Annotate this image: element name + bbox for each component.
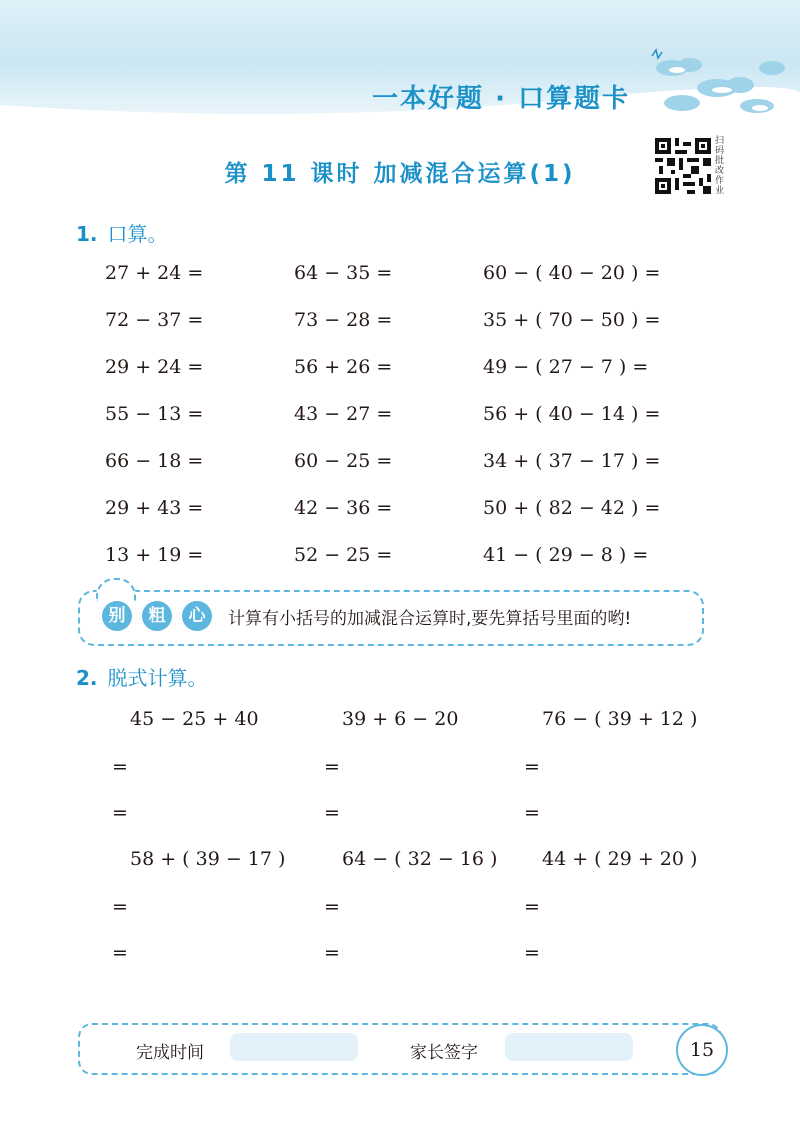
mental-math-item: 13 + 19 = [105,544,204,566]
problem-1-1: 45 − 25 + 40 [130,708,259,730]
tip-badge-3: 心 [182,601,212,631]
book-title: 一本好题 · 口算题卡 [372,84,630,114]
step-eq: = [524,802,540,824]
section1-heading [76,218,168,247]
mental-math-item: 56 + ( 40 − 14 ) = [483,403,661,425]
mental-math-item: 50 + ( 82 − 42 ) = [483,497,661,519]
step-eq: = [112,756,128,778]
lesson-title: 第 11 课时 加减混合运算(1) [224,161,576,187]
mental-math-item: 49 − ( 27 − 7 ) = [483,356,649,378]
page-number: 15 [676,1024,728,1076]
parent-signature-label: 家长签字 [410,1043,478,1063]
completion-time-field[interactable] [230,1033,358,1061]
problem-1-2: 39 + 6 − 20 [342,708,459,730]
tip-text: 计算有小括号的加减混合运算时,要先算括号里面的哟! [228,609,632,629]
section2-title: 脱式计算。 [107,666,208,690]
problem-2-2: 64 − ( 32 − 16 ) [342,848,498,870]
problem-1-3: 76 − ( 39 + 12 ) [542,708,698,730]
mental-math-item: 55 − 13 = [105,403,204,425]
step-eq: = [324,756,340,778]
mental-math-item: 73 − 28 = [294,309,393,331]
step-eq: = [324,896,340,918]
mental-math-item: 72 − 37 = [105,309,204,331]
step-eq: = [324,942,340,964]
mental-math-item: 66 − 18 = [105,450,204,472]
tip-badge-1: 别 [102,601,132,631]
mental-math-item: 27 + 24 = [105,262,204,284]
tip-box-tab [96,578,136,602]
mental-math-item: 52 − 25 = [294,544,393,566]
cloud-icon [642,48,792,118]
mental-math-item: 34 + ( 37 − 17 ) = [483,450,661,472]
problem-2-1: 58 + ( 39 − 17 ) [130,848,286,870]
tip-badge-2: 粗 [142,601,172,631]
mental-math-item: 60 − 25 = [294,450,393,472]
mental-math-item: 43 − 27 = [294,403,393,425]
section2-heading [76,662,208,691]
mental-math-item: 29 + 24 = [105,356,204,378]
step-eq: = [112,802,128,824]
qr-caption: 扫码批改作业 [715,136,725,196]
mental-math-item: 64 − 35 = [294,262,393,284]
step-eq: = [112,896,128,918]
mental-math-item: 29 + 43 = [105,497,204,519]
step-eq: = [524,896,540,918]
completion-time-label: 完成时间 [136,1043,204,1063]
mental-math-item: 35 + ( 70 − 50 ) = [483,309,661,331]
mental-math-item: 41 − ( 29 − 8 ) = [483,544,649,566]
mental-math-item: 60 − ( 40 − 20 ) = [483,262,661,284]
step-eq: = [324,802,340,824]
step-eq: = [524,756,540,778]
section1-number: 1. [76,222,98,246]
mental-math-item: 42 − 36 = [294,497,393,519]
step-eq: = [112,942,128,964]
step-eq: = [524,942,540,964]
parent-signature-field[interactable] [505,1033,633,1061]
section1-title: 口算。 [107,222,168,246]
problem-2-3: 44 + ( 29 + 20 ) [542,848,698,870]
section2-number: 2. [76,666,98,690]
mental-math-item: 56 + 26 = [294,356,393,378]
